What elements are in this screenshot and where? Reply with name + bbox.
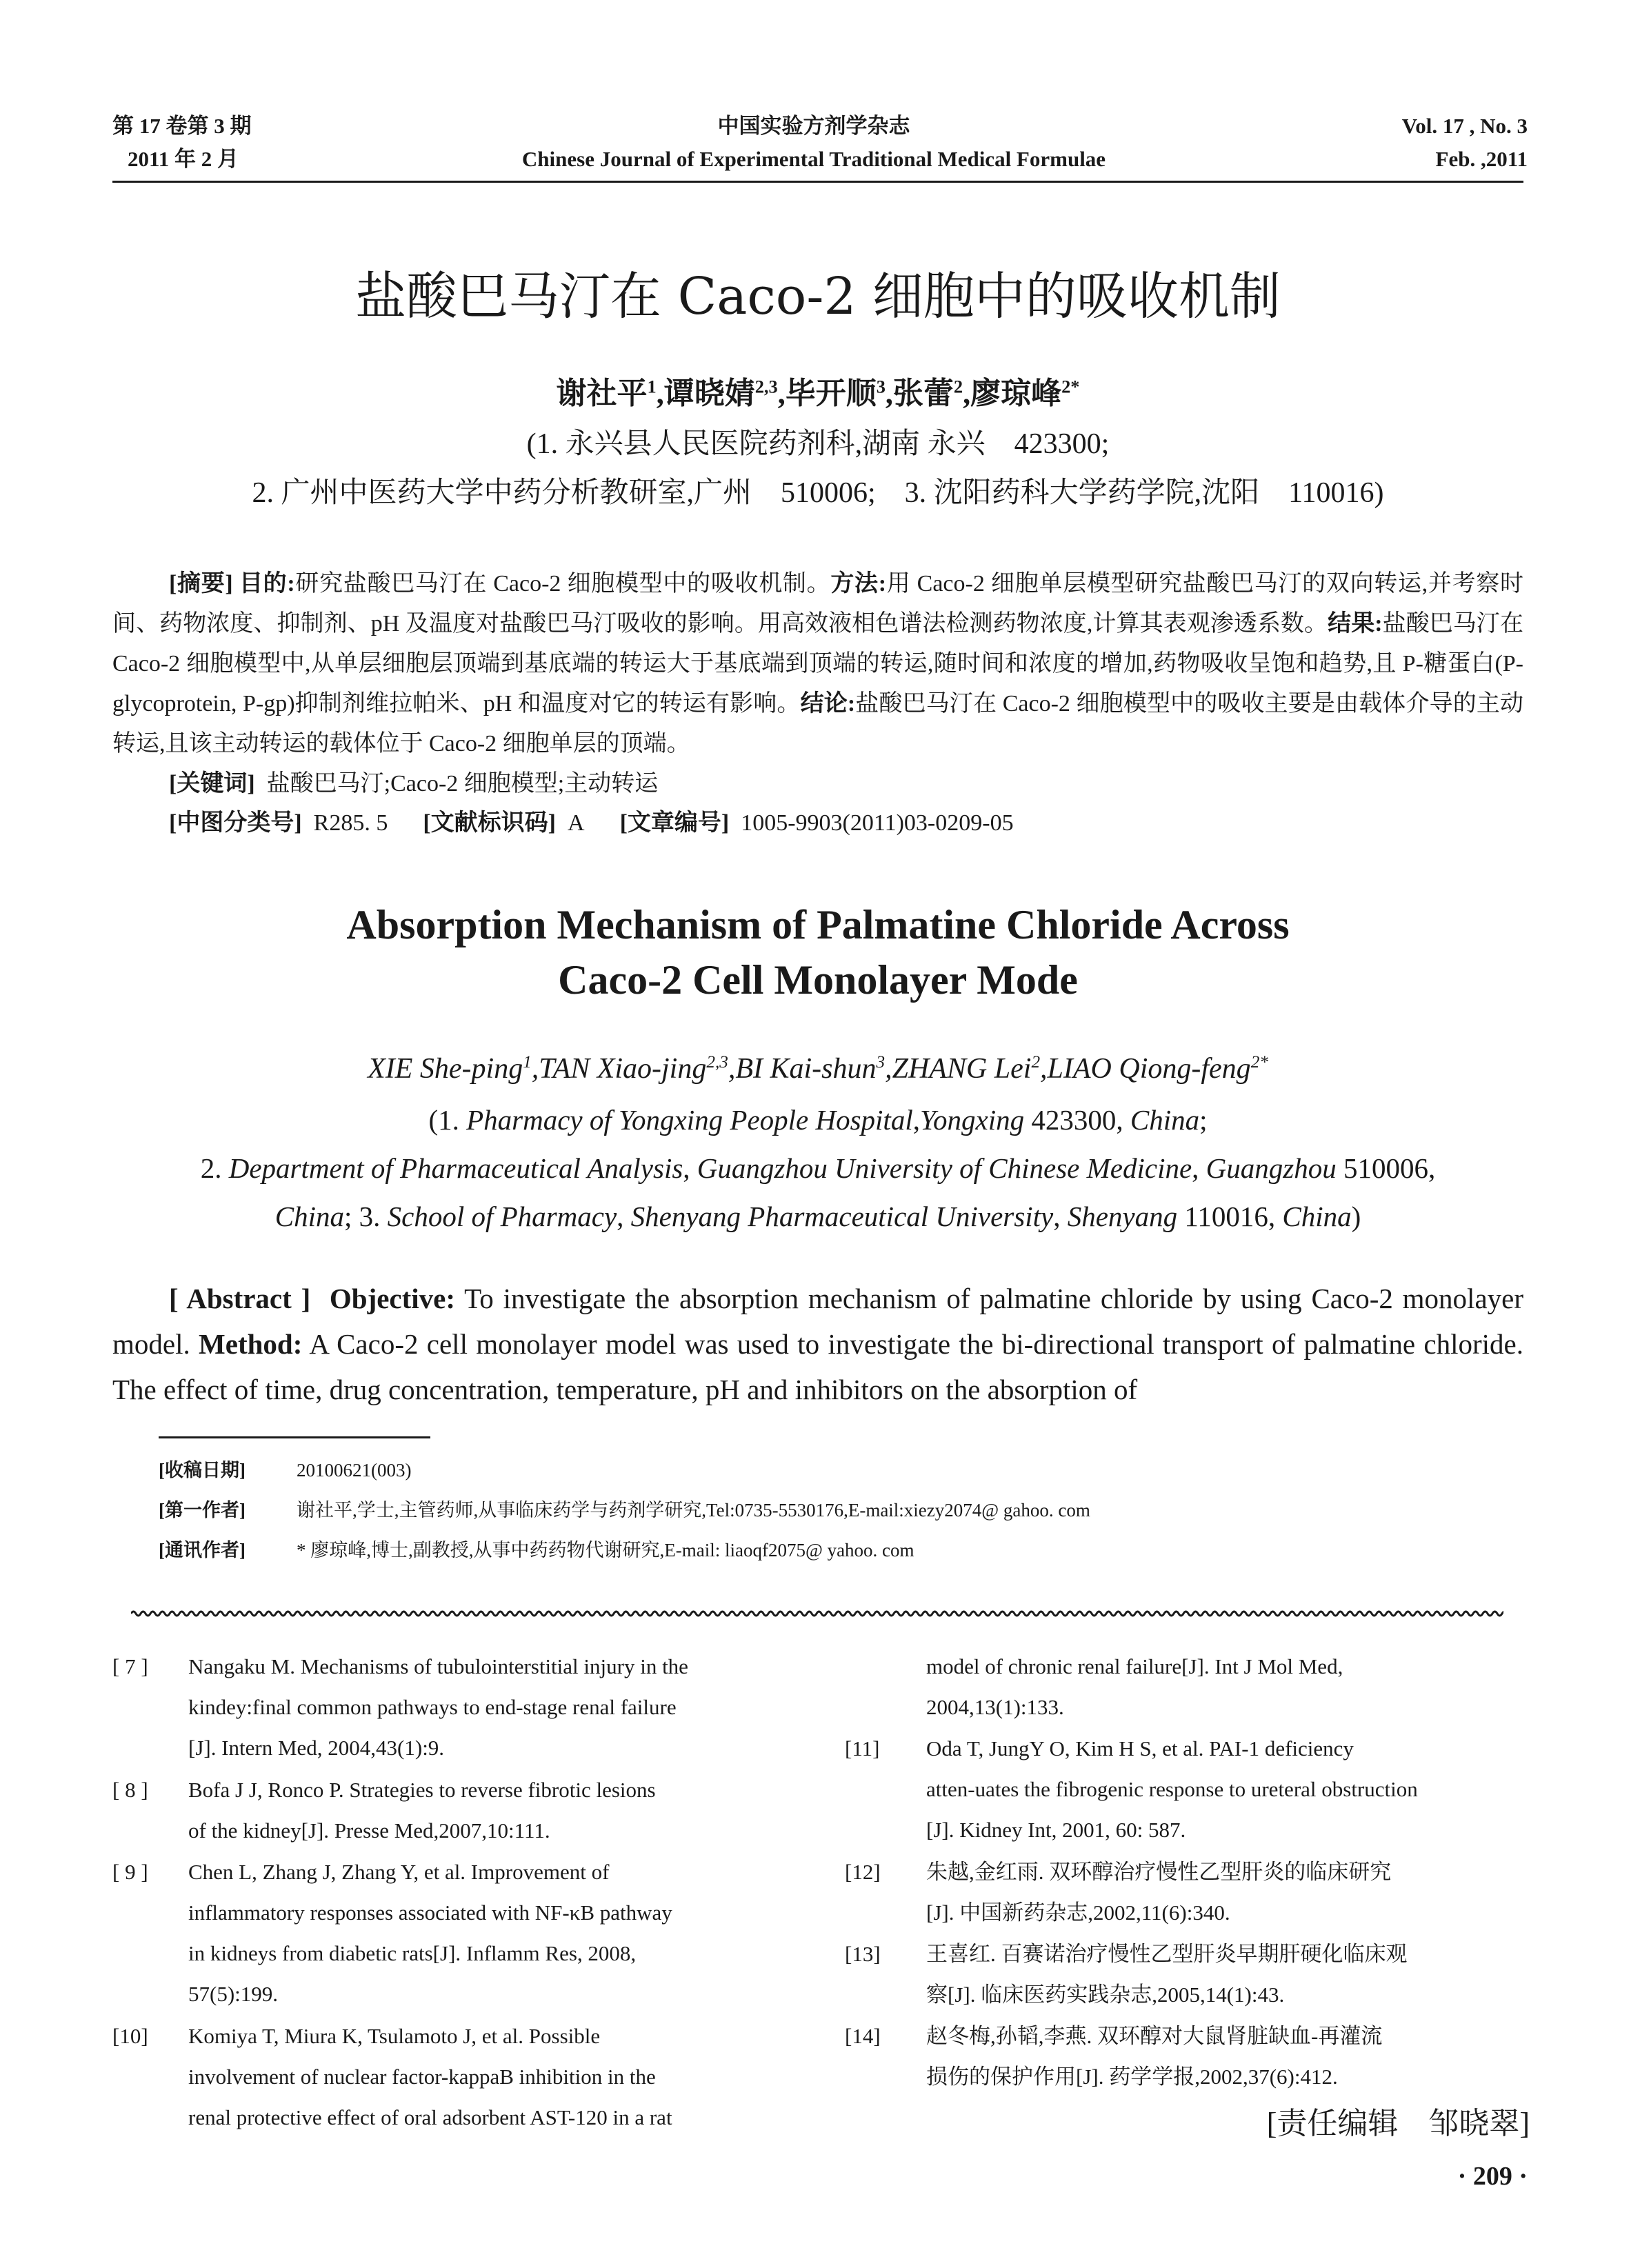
reference-number: [11]: [845, 1736, 880, 1760]
footnote-rule: [159, 1436, 430, 1438]
objective-cn: 研究盐酸巴马汀在 Caco-2 细胞模型中的吸收机制。: [294, 571, 831, 596]
header-volume-en: Vol. 17 , No. 3: [1401, 114, 1528, 138]
reference-line: [J]. 中国新药杂志,2002,11(6):340.: [926, 1900, 1230, 1925]
reference-number: [13]: [845, 1942, 881, 1966]
method-cn: 用 Caco-2 细胞单层模型研究盐酸巴马汀的双向转运,并考察时间、药物浓度、抑制剂、pH 及温度对盐酸巴马汀吸收的影响。用高效液相色谱法检测药物浓度,计算其表观渗透系数。: [112, 571, 1523, 636]
reference-number: [ 9 ]: [112, 1860, 148, 1884]
reference-number: [ 7 ]: [112, 1654, 148, 1678]
authors-en: XIE She-ping$^1$,TAN Xiao-jing$^{2,3}$,BI Kai-shun$^3$,ZHANG Lei$^2$,LIAO Qiong-feng$^{2*}$: [368, 1053, 1268, 1085]
author-sup: 2,3: [706, 1053, 728, 1072]
article-no-label: [文章编号]: [619, 810, 730, 836]
aff-text: 110016,: [1177, 1201, 1283, 1232]
author-cn: 谭晓婧: [663, 377, 755, 410]
result-cn-label: 结果:: [1328, 611, 1383, 636]
author-sup: 2: [953, 376, 963, 397]
reference-number: [14]: [845, 2024, 881, 2048]
reference-line: 57(5):199.: [188, 1982, 279, 2006]
aff-text: (1.: [428, 1104, 467, 1136]
reference-line: Chen L, Zhang J, Zhang Y, et al. Improvement of: [188, 1860, 610, 1884]
responsible-editor: [责任编辑 邹晓翠]: [1266, 2107, 1530, 2140]
aff-text: ;: [1199, 1104, 1208, 1136]
reference-line: Oda T, JungY O, Kim H S, et al. PAI-1 deficiency: [926, 1736, 1354, 1760]
title-en-line-1: Absorption Mechanism of Palmatine Chloride Across: [346, 902, 1290, 947]
reference-line: [J]. Kidney Int, 2001, 60: 587.: [926, 1818, 1186, 1842]
reference-item: [845, 1851, 1523, 1933]
reference-line: kindey:final common pathways to end-stage renal failure: [188, 1695, 677, 1719]
title-en-line-2: Caco-2 Cell Monolayer Mode: [558, 957, 1078, 1003]
reference-line: Bofa J J, Ronco P. Strategies to reverse fibrotic lesions: [188, 1778, 656, 1802]
header-date-en: Feb. ,2011: [1435, 147, 1528, 171]
aff-text: Yongxing: [919, 1104, 1025, 1136]
result-cn: 盐酸巴马汀在 Caco-2 细胞模型中,从单层细胞层顶端到基底端的转运大于基底端到顶端的转运,随时间和浓度的增加,药物吸收呈饱和趋势,且 P-糖蛋白(P-glycoprotein, P-gp)抑制剂维拉帕米、pH 和温度对它的转运有影响。: [112, 611, 1524, 716]
reference-line: 2004,13(1):133.: [926, 1695, 1064, 1719]
keywords-cn-label: [关键词]: [169, 771, 255, 796]
author-en: XIE She-ping: [368, 1053, 523, 1085]
footnote-label: [第一作者]: [159, 1500, 246, 1521]
footnote-text: 20100621(003): [297, 1460, 412, 1481]
reference-item: [112, 1769, 788, 1851]
author-cn: 谢社平: [556, 377, 648, 410]
header-journal-cn: 中国实验方剂学杂志: [717, 114, 910, 138]
affiliation-en-3: [112, 1194, 1523, 1238]
reference-line: renal protective effect of oral adsorbent AST-120 in a rat: [188, 2105, 672, 2129]
author-sup: 2*: [1250, 1053, 1268, 1072]
author-sup: 2: [1031, 1053, 1041, 1072]
footnote-corresponding: [159, 1534, 914, 1567]
header-date-cn: 2011 年 2 月: [128, 147, 239, 171]
abstract-en: [112, 1276, 1523, 1412]
reference-line: of the kidney[J]. Presse Med,2007,10:111.: [188, 1818, 550, 1843]
aff-text: ,: [912, 1104, 920, 1136]
footnote-received: [159, 1454, 411, 1487]
footnote-text: 谢社平,学士,主管药师,从事临床药学与药剂学研究,Tel:0735-5530176,E-mail:xiezy2074@ gahoo. com: [297, 1500, 1090, 1521]
affiliation-en-2: [112, 1146, 1523, 1190]
aff-text: China: [1282, 1201, 1352, 1232]
affiliation-en-1: [112, 1098, 1523, 1142]
authors-cn: 谢社平$^1$,谭晓婧$^{2,3}$,毕开顺$^3$,张蕾$^2$,廖琼峰$^{2*}$: [556, 376, 1080, 410]
author-sup: 1: [523, 1053, 532, 1072]
clc-value: R285. 5: [313, 810, 388, 836]
author-en: BI Kai-shun: [735, 1053, 877, 1085]
aff-text: School of Pharmacy: [387, 1201, 617, 1232]
aff-text: ; 3.: [344, 1201, 388, 1232]
author-en: TAN Xiao-jing: [539, 1053, 707, 1085]
reference-line: 王喜红. 百赛诺治疗慢性乙型肝炎早期肝硬化临床观: [926, 1942, 1408, 1966]
aff-text: Guangzhou: [1206, 1152, 1337, 1184]
aff-text: 423300,: [1024, 1104, 1130, 1136]
reference-number: [ 8 ]: [112, 1778, 148, 1802]
author-sup: 2*: [1061, 376, 1080, 397]
aff-text: ,: [1053, 1201, 1068, 1232]
footnote-label: [收稿日期]: [159, 1460, 246, 1481]
aff-text: ): [1351, 1201, 1361, 1232]
reference-line: model of chronic renal failure[J]. Int J Mol Med,: [926, 1654, 1343, 1678]
author-cn: 张蕾: [892, 377, 954, 410]
author-sup: 3: [876, 1053, 886, 1072]
article-no-value: 1005-9903(2011)03-0209-05: [741, 810, 1014, 836]
affiliation-cn-1: (1. 永兴县人民医院药剂科,湖南 永兴 423300;: [526, 428, 1110, 460]
reference-item: [845, 1646, 1523, 1727]
aff-text: ,: [683, 1152, 697, 1184]
abstract-cn-label: [摘要]: [169, 571, 233, 596]
reference-item: [845, 1728, 1523, 1850]
author-cn: 廖琼峰: [970, 377, 1062, 410]
author-sup: 2,3: [754, 376, 778, 397]
reference-line: inflammatory responses associated with NF-κB pathway: [188, 1900, 672, 1925]
reference-line: 朱越,金红雨. 双环醇治疗慢性乙型肝炎的临床研究: [926, 1860, 1392, 1884]
reference-item: [112, 2016, 788, 2138]
author-en: LIAO Qiong-feng: [1047, 1053, 1251, 1085]
objective-en: To investigate the absorption mechanism of palmatine chloride by using Caco-2 monolayer model.: [112, 1283, 1523, 1360]
clc-label: [中图分类号]: [169, 810, 302, 836]
conclusion-cn: 盐酸巴马汀在 Caco-2 细胞模型中的吸收主要是由载体介导的主动转运,且该主动转运的载体位于 Caco-2 细胞单层的顶端。: [112, 691, 1523, 756]
aff-text: Shenyang: [1067, 1201, 1178, 1232]
method-en: A Caco-2 cell monolayer model was used to investigate the bi-directional transport of palmatine chloride. The effect of time, drug concentration, temperature, pH and inhibitors on the absorption of: [112, 1328, 1523, 1405]
reference-line: Nangaku M. Mechanisms of tubulointerstitial injury in the: [188, 1654, 688, 1678]
footnote-text: * 廖琼峰,博士,副教授,从事中药药物代谢研究,E-mail: liaoqf2075@ yahoo. com: [297, 1540, 914, 1560]
wavy-separator: [131, 1609, 1503, 1618]
affiliation-cn-2: 2. 广州中医药大学中药分析教研室,广州 510006; 3. 沈阳药科大学药学院,沈阳 110016): [252, 477, 1384, 509]
abstract-cn: [112, 564, 1523, 764]
doc-code-value: A: [568, 810, 585, 836]
footnote-first-author: [159, 1494, 1090, 1527]
aff-text: ,: [617, 1201, 631, 1232]
conclusion-cn-label: 结论:: [800, 691, 856, 716]
objective-en-label: Objective:: [329, 1283, 456, 1314]
reference-item: [845, 2016, 1523, 2097]
aff-text: China: [1130, 1104, 1200, 1136]
author-sup: 3: [876, 376, 886, 397]
author-cn: 毕开顺: [785, 377, 877, 410]
reference-line: 赵冬梅,孙韬,李燕. 双环醇对大鼠肾脏缺血-再灌流: [926, 2024, 1383, 2048]
reference-number: [10]: [112, 2024, 148, 2048]
reference-line: in kidneys from diabetic rats[J]. Inflamm Res, 2008,: [188, 1941, 637, 1965]
aff-text: Shenyang Pharmaceutical University: [630, 1201, 1054, 1232]
reference-item: [112, 1646, 788, 1768]
method-cn-label: 方法:: [830, 571, 887, 596]
header-journal-en: Chinese Journal of Experimental Traditional Medical Formulae: [521, 147, 1106, 171]
classification-cn: [169, 803, 1014, 843]
keywords-cn: [169, 764, 658, 804]
author-en: ZHANG Lei: [892, 1053, 1032, 1085]
header-rule: [112, 181, 1523, 183]
aff-text: ,: [1192, 1152, 1206, 1184]
doc-code-label: [文献标识码]: [423, 810, 556, 836]
objective-cn-label: 目的:: [239, 571, 295, 596]
aff-text: 510006,: [1336, 1152, 1436, 1184]
title-cn: 盐酸巴马汀在 Caco-2 细胞中的吸收机制: [355, 267, 1281, 326]
reference-line: 察[J]. 临床医药实践杂志,2005,14(1):43.: [926, 1983, 1285, 2007]
footnote-label: [通讯作者]: [159, 1540, 246, 1560]
aff-text: Pharmacy of Yongxing People Hospital: [466, 1104, 913, 1136]
keywords-cn-text: 盐酸巴马汀;Caco-2 细胞模型;主动转运: [266, 771, 659, 796]
aff-text: Guangzhou University of Chinese Medicine: [697, 1152, 1192, 1184]
page-number: · 209 ·: [1457, 2162, 1528, 2191]
header-volume-cn: 第 17 卷第 3 期: [112, 114, 252, 138]
author-sup: 1: [647, 376, 657, 397]
aff-text: China: [274, 1201, 344, 1232]
abstract-en-label: [ Abstract ]: [169, 1283, 311, 1314]
aff-text: 2.: [200, 1152, 229, 1184]
reference-item: [845, 1934, 1523, 2015]
reference-line: Komiya T, Miura K, Tsulamoto J, et al. Possible: [188, 2024, 601, 2048]
aff-text: Department of Pharmaceutical Analysis: [228, 1152, 683, 1184]
reference-line: 损伤的保护作用[J]. 药学学报,2002,37(6):412.: [926, 2065, 1338, 2089]
method-en-label: Method:: [199, 1328, 303, 1360]
reference-number: [12]: [845, 1860, 881, 1884]
reference-line: [J]. Intern Med, 2004,43(1):9.: [188, 1736, 445, 1760]
reference-line: involvement of nuclear factor-kappaB inhibition in the: [188, 2065, 656, 2089]
reference-item: [112, 1851, 788, 2014]
reference-line: atten-uates the fibrogenic response to ureteral obstruction: [926, 1777, 1418, 1801]
